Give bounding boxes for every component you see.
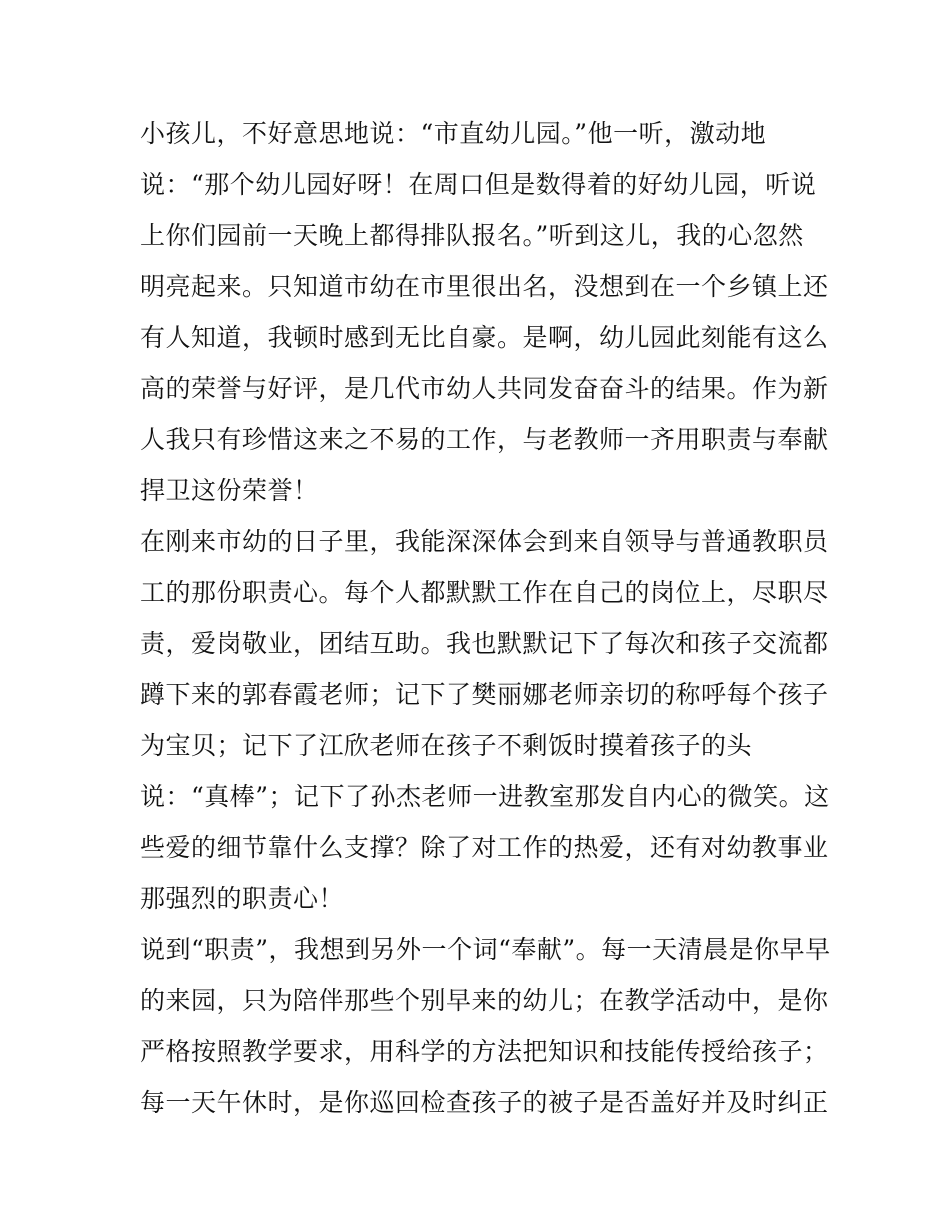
text-line: 明亮起来。只知道市幼在市里很出名，没想到在一个乡镇上还 xyxy=(140,272,829,301)
text-line: 每一天午休时，是你巡回检查孩子的被子是否盖好并及时纠正 xyxy=(140,1088,829,1117)
text-line: 高的荣誉与好评，是几代市幼人共同发奋奋斗的结果。作为新 xyxy=(140,374,829,403)
text-line: 工的那份职责心。每个人都默默工作在自己的岗位上，尽职尽 xyxy=(140,578,829,607)
text-line: 小孩儿，不好意思地说：“市直幼儿园。”他一听，激动地 xyxy=(140,119,767,148)
body-text xyxy=(140,108,831,1128)
text-line: 捍卫这份荣誉！ xyxy=(140,476,319,505)
text-line: 说：“真棒”；记下了孙杰老师一进教室那发自内心的微笑。这 xyxy=(140,782,830,811)
text-line: 那强烈的职责心！ xyxy=(140,884,345,913)
text-line: 上你们园前一天晚上都得排队报名。”听到这儿，我的心忽然 xyxy=(140,221,804,250)
text-line: 人我只有珍惜这来之不易的工作，与老教师一齐用职责与奉献 xyxy=(140,425,829,454)
text-line: 有人知道，我顿时感到无比自豪。是啊，幼儿园此刻能有这么 xyxy=(140,323,829,352)
text-line: 责，爱岗敬业，团结互助。我也默默记下了每次和孩子交流都 xyxy=(140,629,829,658)
text-line: 说：“那个幼儿园好呀！在周口但是数得着的好幼儿园，听说 xyxy=(140,170,817,199)
text-line: 在刚来市幼的日子里，我能深深体会到来自领导与普通教职员 xyxy=(140,527,829,556)
text-line: 说到“职责”，我想到另外一个词“奉献”。每一天清晨是你早早 xyxy=(140,935,831,964)
text-line: 的来园，只为陪伴那些个别早来的幼儿；在教学活动中，是你 xyxy=(140,986,829,1015)
text-line: 为宝贝；记下了江欣老师在孩子不剩饭时摸着孩子的头 xyxy=(140,731,753,760)
text-line: 严格按照教学要求，用科学的方法把知识和技能传授给孩子； xyxy=(140,1037,829,1066)
text-line: 蹲下来的郭春霞老师；记下了樊丽娜老师亲切的称呼每个孩子 xyxy=(140,680,829,709)
text-line: 些爱的细节靠什么支撑？除了对工作的热爱，还有对幼教事业 xyxy=(140,833,829,862)
